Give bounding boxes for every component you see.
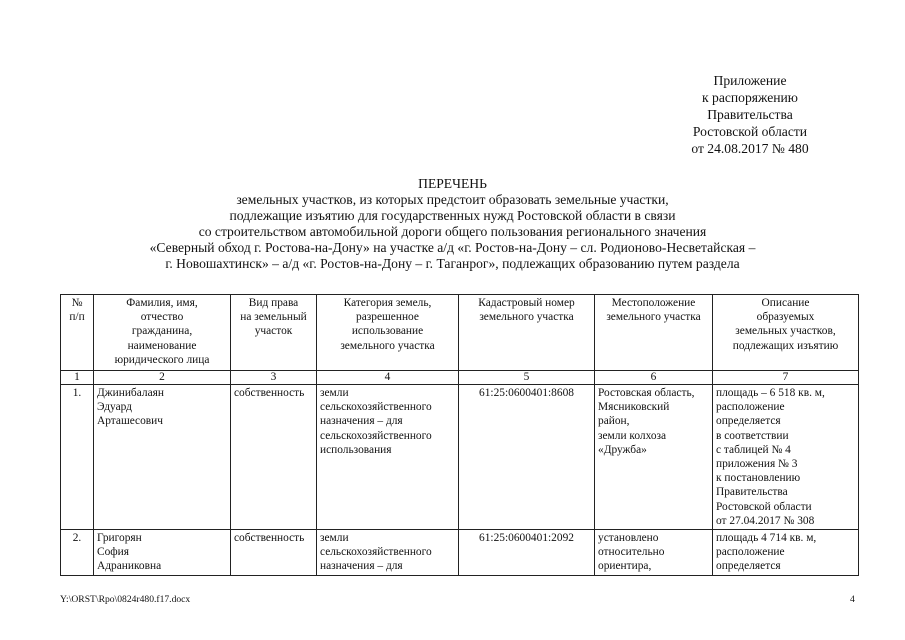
appendix-line: от 24.08.2017 № 480	[691, 141, 809, 156]
header-text: земельного участка	[479, 311, 574, 324]
plot-description-line: Ростовской области	[716, 500, 812, 513]
title-line: подлежащие изъятию для государственных нужд Ростовской области в связи	[229, 208, 676, 223]
header-text: Фамилия, имя,	[126, 297, 198, 309]
title-line: со строительством автомобильной дороги общего пользования регионального значения	[198, 224, 707, 239]
land-plots-table	[60, 294, 859, 576]
appendix-line: Правительства	[707, 107, 793, 122]
header-num	[61, 295, 94, 371]
header-category	[317, 295, 459, 371]
header-text: использование	[351, 325, 424, 338]
header-right	[231, 295, 317, 371]
header-text: на земельный	[240, 311, 307, 324]
header-text: Описание	[761, 297, 810, 309]
plot-description-line: расположение	[716, 546, 785, 559]
land-category-line: сельскохозяйственного	[320, 546, 432, 559]
land-category	[317, 530, 459, 576]
owner-name-line: София	[97, 546, 130, 559]
header-text: земельных участков,	[735, 325, 836, 338]
header-text: образуемых	[756, 311, 815, 324]
header-text: п/п	[69, 311, 85, 324]
title-line: г. Новошахтинск» – а/д «г. Ростов-на-Дону – г. Таганрог», подлежащих образованию путем раздела	[165, 256, 740, 271]
header-text: подлежащих изъятию	[732, 339, 839, 352]
land-category-line: земли	[320, 387, 349, 399]
plot-location-line: Ростовская область,	[598, 387, 695, 399]
table-row	[61, 385, 859, 530]
title-line: «Северный обход г. Ростова-на-Дону» на участке а/д «г. Ростов-на-Дону – сл. Родионово-Несветайская –	[149, 240, 756, 255]
column-number: 2	[94, 371, 231, 385]
plot-location-line: земли колхоза	[598, 429, 667, 442]
plot-location-line: относительно	[598, 546, 665, 559]
header-text: Местоположение	[611, 297, 696, 309]
column-number-row	[61, 371, 859, 385]
column-number: 3	[231, 371, 317, 385]
land-category-line: сельскохозяйственного	[320, 401, 432, 414]
header-text: земельного участка	[606, 311, 701, 324]
file-path: Y:\ORST\Rpo\0824r480.f17.docx	[60, 594, 191, 605]
plot-description-line: Правительства	[716, 486, 788, 499]
plot-location	[595, 530, 713, 576]
row-number: 1.	[61, 385, 94, 530]
plot-location-line: Мясниковский	[598, 401, 670, 414]
owner-name-line: Эдуард	[97, 401, 132, 414]
header-name	[94, 295, 231, 371]
header-text: гражданина,	[131, 325, 193, 338]
column-number: 7	[713, 371, 859, 385]
plot-location-line: «Дружба»	[598, 443, 647, 456]
header-text: Кадастровый номер	[478, 297, 575, 309]
plot-description-line: площадь 4 714 кв. м,	[716, 532, 817, 545]
owner-name-line: Арташесович	[97, 415, 164, 428]
land-category-line: назначения – для	[320, 415, 403, 428]
header-row	[61, 295, 859, 371]
header-text: Категория земель,	[343, 297, 432, 309]
land-category-line: использования	[320, 443, 392, 456]
owner-name	[94, 385, 231, 530]
plot-location	[595, 385, 713, 530]
land-category-line: земли	[320, 532, 349, 545]
plot-description-line: приложения № 3	[716, 458, 798, 471]
appendix-line: к распоряжению	[702, 90, 798, 105]
owner-name	[94, 530, 231, 576]
plot-location-line: установлено	[598, 532, 659, 545]
plot-description-line: в соответствии	[716, 429, 789, 442]
plot-description-line: от 27.04.2017 № 308	[716, 514, 815, 527]
plot-description-line: к постановлению	[716, 472, 801, 485]
plot-description-line: с таблицей № 4	[716, 443, 791, 456]
land-category	[317, 385, 459, 530]
header-text: наименование	[127, 339, 197, 352]
plot-description-line: определяется	[716, 560, 781, 573]
column-number: 6	[595, 371, 713, 385]
owner-name-line: Джинибалаян	[97, 387, 164, 399]
header-text: отчество	[140, 311, 184, 324]
plot-description	[713, 385, 859, 530]
plot-location-line: район,	[598, 415, 630, 428]
plot-location-line: ориентира,	[598, 560, 652, 573]
row-number: 2.	[61, 530, 94, 576]
cadastral-number: 61:25:0600401:8608	[459, 385, 595, 530]
page-number: 4	[850, 594, 855, 605]
header-cadastral	[459, 295, 595, 371]
header-text: №	[71, 297, 83, 309]
ownership-right: собственность	[231, 385, 317, 530]
appendix-line: Приложение	[713, 73, 787, 88]
appendix-line: Ростовской области	[692, 124, 808, 139]
plot-description-line: определяется	[716, 415, 781, 428]
document-title	[60, 176, 845, 272]
plot-description	[713, 530, 859, 576]
header-location	[595, 295, 713, 371]
owner-name-line: Адраниковна	[97, 560, 162, 573]
land-category-line: назначения – для	[320, 560, 403, 573]
header-text: участок	[254, 325, 293, 338]
plot-description-line: расположение	[716, 401, 785, 414]
ownership-right: собственность	[231, 530, 317, 576]
owner-name-line: Григорян	[97, 532, 142, 545]
header-text: разрешенное	[356, 311, 419, 324]
header-text: юридического лица	[114, 353, 210, 366]
appendix-block	[640, 72, 860, 157]
table-row	[61, 530, 859, 576]
plot-description-line: площадь – 6 518 кв. м,	[716, 387, 825, 399]
land-category-line: сельскохозяйственного	[320, 429, 432, 442]
column-number: 1	[61, 371, 94, 385]
title-line: земельных участков, из которых предстоит образовать земельные участки,	[236, 192, 669, 207]
title-heading: ПЕРЕЧЕНЬ	[418, 176, 487, 191]
header-text: земельного участка	[340, 339, 435, 352]
header-text: Вид права	[248, 297, 299, 309]
column-number: 5	[459, 371, 595, 385]
cadastral-number: 61:25:0600401:2092	[459, 530, 595, 576]
header-description	[713, 295, 859, 371]
column-number: 4	[317, 371, 459, 385]
